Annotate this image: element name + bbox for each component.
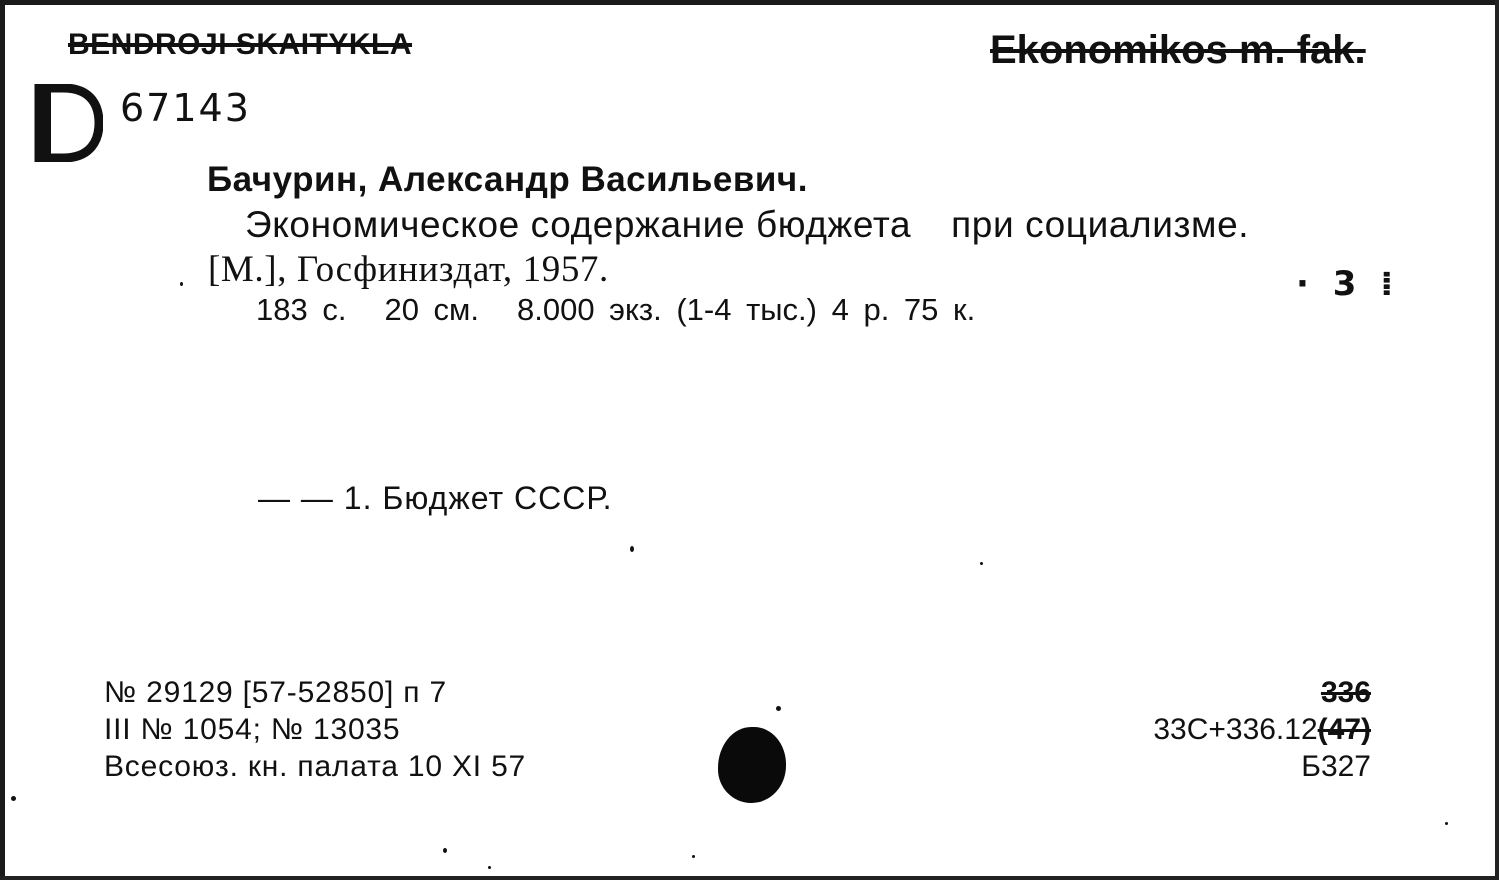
handwritten-marks: · 3 ⁞ (1296, 264, 1400, 304)
ink-speck (980, 562, 983, 565)
publication-imprint: [М.], Госфиниздат, 1957. (208, 249, 609, 290)
ink-speck (1445, 822, 1448, 825)
card-edge-top (0, 0, 1499, 5)
ink-speck (776, 706, 781, 711)
title-part-2: при социализме. (951, 204, 1250, 245)
subject-tracing: — — 1. Бюджет СССР. (258, 480, 613, 516)
page-count: 183 с. (256, 292, 347, 327)
struck-class-code: 336 (1320, 676, 1371, 709)
classification-block (1153, 674, 1371, 785)
book-size: 20 см. (384, 292, 479, 327)
registration-block (104, 674, 526, 785)
main-entry (207, 158, 808, 202)
registration-line-3: Всесоюз. кн. палата 10 XI 57 (104, 750, 527, 783)
struck-class-suffix: (47) (1317, 713, 1371, 746)
card-edge-bottom (0, 876, 1499, 880)
author-heading: Бачурин, Александр Васильевич. (207, 160, 808, 199)
ink-blot (718, 727, 786, 803)
title-statement (245, 204, 1249, 246)
collation-line (256, 292, 1013, 328)
ink-speck (630, 546, 634, 552)
d-letter-stamp (33, 84, 103, 162)
faculty-stamp: Ekonomikos m. fak. (990, 28, 1366, 72)
author-mark: Б327 (1301, 750, 1371, 783)
ink-speck (692, 855, 695, 858)
registration-line-1: № 29129 [57-52850] п 7 (104, 676, 447, 709)
card-edge-left (0, 0, 5, 880)
registration-line-2: III № 1054; № 13035 (104, 713, 401, 746)
classification-line (1153, 711, 1371, 748)
library-stamp: BENDROJI SKAITYKLA (68, 28, 413, 61)
print-run-price: 8.000 экз. (1-4 тыс.) 4 р. 75 к. (516, 292, 976, 327)
ink-speck (488, 866, 491, 869)
class-code: 33С+336.12 (1153, 713, 1318, 746)
acquisition-number: 67143 (120, 86, 251, 130)
title-part-1: Экономическое содержание бюджета (245, 204, 912, 245)
ink-speck (443, 848, 447, 853)
svg-text:D: D (53, 113, 78, 148)
card-edge-right (1495, 0, 1499, 880)
ink-speck (11, 796, 16, 801)
ink-speck (180, 282, 183, 286)
